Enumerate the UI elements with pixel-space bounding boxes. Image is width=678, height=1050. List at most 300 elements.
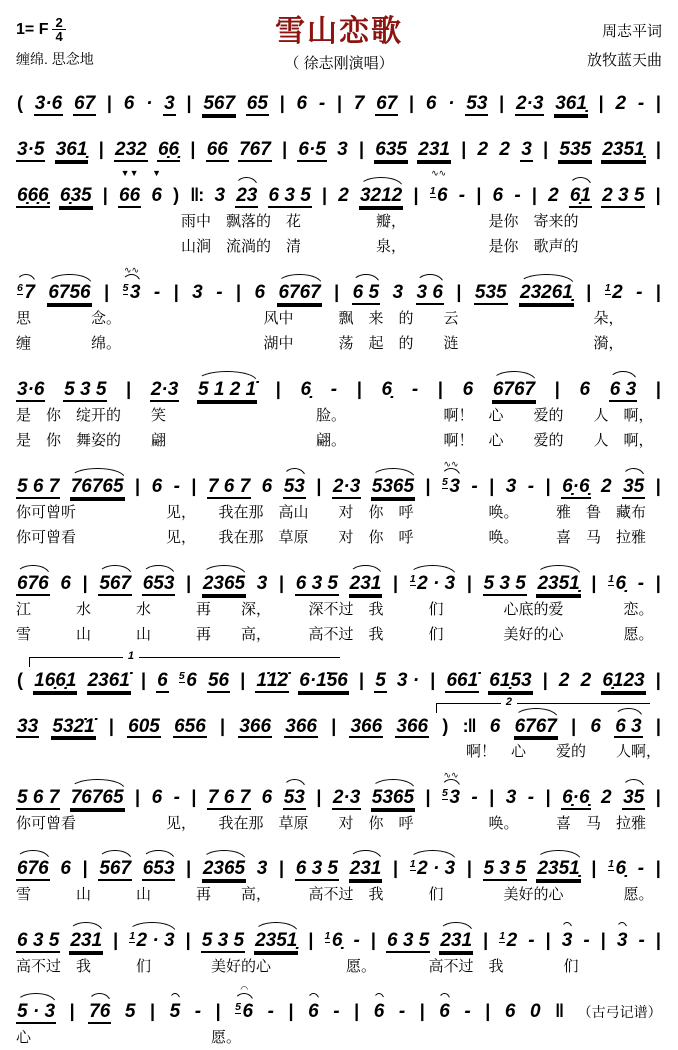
note: -	[194, 1001, 202, 1023]
note: 0	[530, 1001, 541, 1023]
barline: |	[655, 858, 661, 879]
barline: |	[279, 93, 285, 113]
barline: |	[185, 929, 191, 950]
system	[16, 559, 662, 647]
note: 5 1 2 1̇	[198, 378, 257, 400]
credits-block	[512, 6, 662, 75]
note: 661̇	[446, 669, 479, 691]
note: 3·5	[17, 138, 45, 160]
notes-line	[16, 79, 662, 116]
note: -	[464, 1001, 471, 1023]
note: 2	[548, 184, 559, 206]
note: ·	[448, 93, 455, 114]
barline: |	[135, 786, 141, 807]
note: 35	[623, 786, 645, 808]
barline: |	[240, 669, 246, 690]
barline: |	[149, 1001, 156, 1022]
notes-line	[16, 264, 662, 305]
note: -	[636, 281, 643, 303]
note: 5365	[371, 786, 415, 808]
note: 5365	[371, 475, 415, 497]
note: -	[514, 184, 521, 206]
barline: |	[186, 572, 192, 593]
note: 3	[521, 138, 532, 160]
barline: |	[370, 929, 376, 950]
lyrics-line: 心 愿。	[16, 1029, 242, 1047]
note: 6	[492, 184, 504, 206]
note: 6767	[514, 715, 557, 737]
note: 6	[151, 475, 163, 497]
barline: |	[82, 858, 88, 879]
barline: |	[655, 669, 661, 690]
note: -	[458, 184, 466, 206]
grace-note: 1	[499, 929, 506, 942]
note: 67	[376, 93, 398, 114]
note: 2	[338, 184, 349, 206]
notes-line	[16, 984, 662, 1024]
note: $^5$3 ∿∿	[442, 458, 460, 497]
tempo-mood-marking: 缠绵. 思念地	[16, 51, 94, 67]
note: 5	[375, 669, 386, 691]
note: 567	[99, 572, 132, 594]
grace-note: 5	[122, 281, 129, 294]
note: 2·3	[515, 93, 544, 114]
note: -	[471, 786, 478, 808]
barline: |	[336, 93, 342, 113]
meter-numerator: 2	[55, 15, 63, 30]
note: $^1$6̣	[608, 572, 627, 594]
barline: |	[409, 93, 415, 113]
note: 3	[164, 93, 175, 114]
note: ·	[146, 93, 153, 114]
ornament-mark: ∿∿	[443, 458, 459, 469]
performer-subtitle: （ 徐志刚演唱）	[284, 55, 394, 72]
note: 567	[99, 858, 132, 880]
note: 231	[70, 929, 103, 951]
note: 56	[207, 669, 230, 691]
barline: |	[499, 93, 505, 113]
note: 6767	[492, 378, 536, 400]
note: 2365	[202, 858, 246, 880]
note: 535	[474, 281, 507, 303]
note: 3 6	[416, 281, 443, 303]
note: 6	[157, 669, 168, 691]
note: 3212	[359, 184, 403, 206]
note: 3	[561, 929, 573, 951]
note: 6̣6̣	[157, 138, 180, 160]
note: 6	[261, 475, 273, 497]
barline: |	[358, 138, 365, 159]
barline: :‖	[462, 715, 476, 736]
note: -	[353, 929, 360, 951]
barline: |	[279, 858, 285, 879]
barline: |	[321, 184, 328, 205]
lyrics-line: 是 你 绽开的 笑 脸。 啊！ 心 爱的 人 啊，	[16, 406, 654, 424]
note: 66	[206, 138, 228, 160]
note: 7 6 7	[207, 475, 251, 497]
barline: |	[591, 572, 597, 593]
barline: |	[334, 281, 340, 302]
note: 6767	[278, 281, 321, 303]
note: 3	[392, 281, 404, 303]
note: -	[330, 378, 338, 400]
lyrics-line: 是 你 舞姿的 翩 翩。 啊！ 心 爱的 人 啊，	[16, 432, 654, 450]
lyricist-credit: 周志平词	[601, 23, 662, 40]
barline: |	[466, 858, 472, 879]
note: -	[318, 93, 326, 114]
barline: |	[655, 184, 661, 205]
key-text: 1= F	[16, 20, 49, 38]
note: $^5$3 ∿∿	[122, 264, 141, 303]
barline: |	[191, 786, 197, 807]
barline: |	[69, 1001, 75, 1022]
barline: |	[113, 929, 119, 950]
note: 2361̇	[87, 669, 130, 691]
notes-line	[16, 458, 662, 499]
barline: |	[545, 786, 551, 807]
note: 2	[601, 786, 612, 808]
note: $^6$7	[17, 281, 35, 303]
grace-note: 5	[235, 1001, 242, 1014]
barline: |	[190, 138, 196, 159]
note: 6	[261, 786, 273, 808]
note: -	[528, 929, 535, 951]
system	[16, 695, 662, 764]
note: 6̣6̣6̣	[17, 184, 49, 206]
score-annotation: （古弓记谱）	[577, 1004, 662, 1021]
note: 656	[174, 715, 206, 737]
note: 53	[283, 786, 305, 808]
barline: )	[173, 184, 180, 205]
note: 605	[128, 715, 160, 737]
note: 2	[615, 93, 627, 114]
key-signature-block	[16, 6, 166, 69]
note: 535	[559, 138, 592, 160]
note: 635	[375, 138, 407, 160]
barline: |	[425, 475, 431, 496]
grace-note: 1	[608, 858, 614, 871]
barline: |	[215, 1001, 221, 1022]
barline: |	[598, 93, 604, 113]
note: 2·3	[150, 378, 179, 400]
note: 6756	[48, 281, 91, 303]
note: $^1$6 ∿∿	[429, 167, 448, 206]
note: 653	[142, 572, 175, 594]
note: 76	[89, 1001, 111, 1023]
note: 6	[373, 1001, 385, 1023]
lyrics-line: 啊！ 心 爱的 人啊，	[16, 743, 662, 761]
barline: |	[316, 786, 322, 807]
note: 3	[505, 475, 517, 497]
notes-line	[16, 916, 662, 953]
barline: |	[279, 572, 285, 593]
note: 3	[505, 786, 517, 808]
note: 5 3 5	[483, 858, 526, 880]
barline: |	[106, 93, 112, 113]
note: 2	[601, 475, 612, 497]
note: 231	[349, 858, 382, 880]
grace-note: 1	[608, 572, 614, 585]
notes-line	[16, 769, 662, 810]
barline: |	[466, 572, 472, 593]
barline: |	[288, 1001, 294, 1022]
barline: |	[220, 715, 226, 736]
note: 76765	[70, 475, 124, 497]
barline: |	[419, 1001, 425, 1022]
note: 61̣53	[489, 669, 532, 691]
grace-note: 1	[409, 572, 416, 585]
note: -	[637, 572, 645, 594]
note: 2365	[202, 572, 246, 594]
note: 3·6	[34, 93, 63, 114]
lyrics-line: 雨中 飘落的 花 瓣， 是你 寄来的	[16, 212, 579, 230]
barline: |	[425, 786, 431, 807]
note: 3	[616, 929, 628, 951]
barline: |	[308, 929, 314, 950]
note: 232	[115, 138, 147, 160]
note: -	[583, 929, 590, 951]
note: 6·1̇56	[299, 669, 348, 691]
barline: |	[354, 1001, 360, 1022]
note: -	[527, 475, 535, 497]
grace-note: 5	[442, 786, 448, 799]
barline: |	[655, 715, 661, 736]
note: 2351̣	[602, 138, 645, 160]
system	[16, 79, 662, 116]
note: 5	[124, 1001, 136, 1023]
barline: |	[543, 138, 549, 159]
notes-line	[16, 365, 662, 402]
lyrics-line: 高不过 我 们 美好的心 愿。 高不过 我 们	[16, 957, 579, 975]
note: 5 · 3	[17, 1001, 56, 1023]
meter-denominator: 4	[52, 29, 65, 43]
barline: |	[275, 378, 281, 399]
grace-note: 1	[324, 929, 331, 942]
lyrics-line: 江 水 水 再 深， 深不过 我 们 心底的爱 恋。	[16, 600, 654, 618]
note: 6	[462, 378, 474, 400]
barline: |	[655, 93, 661, 113]
barline: |	[586, 281, 592, 302]
note: 231	[418, 138, 450, 160]
grace-note: 6	[17, 281, 23, 294]
note: $^1$6̣	[324, 929, 343, 951]
lyrics-line: 思 念。 风中 飘 来 的 云 朵，	[16, 309, 624, 327]
note: 1̇1̇2̇	[256, 669, 289, 691]
note: 6̣	[381, 378, 393, 400]
note: 76765	[70, 786, 124, 808]
barline: )	[442, 715, 449, 736]
note: 6 3 5	[295, 572, 338, 594]
barline: |	[655, 572, 661, 593]
barline: |	[489, 475, 495, 496]
note: 6̣·6̣	[562, 786, 590, 808]
barline: |	[483, 929, 489, 950]
note: 653	[142, 858, 175, 880]
note: $^1$2 · 3	[409, 858, 456, 880]
note: 6	[296, 93, 308, 114]
system	[16, 769, 662, 835]
note: 6	[60, 858, 71, 880]
note: 5 6 7	[17, 786, 60, 808]
barline: |	[655, 786, 661, 807]
barline: |	[359, 669, 365, 690]
barline: |	[476, 184, 482, 205]
note: 53	[466, 93, 488, 114]
barline: |	[356, 378, 362, 399]
note: -	[637, 858, 645, 880]
note: 5 6 7	[17, 475, 60, 497]
note: -	[267, 1001, 274, 1023]
lyrics-line: 雪 山 山 再 高， 高不过 我 们 美好的心 愿。	[16, 626, 654, 644]
barline: |	[437, 378, 443, 399]
grace-note: 5	[178, 669, 185, 682]
note: -	[527, 786, 535, 808]
volta-bracket	[436, 695, 650, 713]
barline: |	[655, 378, 661, 399]
note: 366	[239, 715, 272, 737]
system	[16, 916, 662, 978]
barline: |	[126, 378, 132, 399]
note: 53	[283, 475, 305, 497]
note: 7 6 7	[207, 786, 251, 808]
volta-number: 2	[501, 696, 517, 708]
ornament-mark: ▼▼	[120, 167, 139, 178]
note: 361̣	[555, 93, 587, 114]
barline: |	[98, 138, 104, 159]
note: $^5$3 ∿∿	[442, 769, 460, 808]
note: 6 3	[609, 378, 637, 400]
note: 231	[440, 929, 473, 951]
note: 3	[214, 184, 226, 206]
notes-line	[16, 125, 662, 162]
note: 3	[256, 572, 268, 594]
barline: |	[489, 786, 495, 807]
note: 366	[396, 715, 429, 737]
note: $^1$2	[604, 281, 623, 303]
ornament-mark: ∿∿	[431, 167, 447, 178]
grace-note: 1	[129, 929, 136, 942]
note: 2·3	[332, 475, 361, 497]
note: 6	[489, 715, 501, 737]
note: 366	[285, 715, 317, 737]
note: 6 3	[615, 715, 642, 737]
note: 2351̣	[537, 858, 580, 880]
note: 676	[17, 858, 49, 880]
barline: (	[17, 669, 23, 690]
barline: |	[545, 929, 551, 950]
lyrics-line: 雪 山 山 再 高， 高不过 我 们 美好的心 愿。	[16, 886, 654, 904]
note: 6	[439, 1001, 450, 1023]
note: 3	[256, 858, 268, 880]
note: $^5$6 ◠	[235, 984, 254, 1023]
note: 6 3 5	[268, 184, 311, 206]
grace-note: 1	[409, 858, 416, 871]
barline: |	[331, 715, 337, 736]
barline: |	[655, 138, 661, 159]
song-title: 雪山恋歌	[275, 15, 403, 48]
note: -	[471, 475, 478, 497]
note: 6	[579, 378, 591, 400]
note: 231	[349, 572, 382, 594]
note: 366	[350, 715, 383, 737]
note: $^1$2 · 3	[409, 572, 456, 594]
key-signature	[16, 16, 166, 43]
note: 3	[337, 138, 348, 160]
note: $^1$2	[499, 929, 518, 951]
score	[16, 79, 662, 1050]
note: 23261̣	[520, 281, 573, 303]
ornament-mark: ▼	[152, 167, 162, 178]
note: -	[637, 93, 645, 114]
barline: |	[655, 281, 661, 302]
note: 6	[590, 715, 601, 737]
barline: |	[545, 475, 551, 496]
note: -	[411, 378, 419, 400]
lyrics-line: 你可曾听 见， 我在那 高山 对 你 呼 唤。 雅 鲁 藏布	[16, 503, 647, 521]
barline: |	[571, 715, 577, 736]
system	[16, 167, 662, 259]
note: 5 3 5	[64, 378, 107, 400]
note: 6̣	[300, 378, 312, 400]
notes-line	[16, 559, 662, 596]
barline: |	[413, 184, 419, 205]
note: -	[153, 281, 161, 303]
note: 2	[580, 669, 592, 691]
note: 676	[17, 572, 49, 594]
note: -	[173, 786, 180, 808]
note: 7	[353, 93, 365, 114]
note: 532̇1̇	[52, 715, 95, 737]
note: 6 3 5	[17, 929, 60, 951]
barline: |	[235, 281, 241, 302]
notes-line	[16, 844, 662, 881]
note: 6̣35	[59, 184, 92, 206]
note: 6	[308, 1001, 319, 1023]
note: 6̣1	[569, 184, 591, 206]
system	[16, 458, 662, 550]
note: 767	[239, 138, 271, 160]
ornament-mark: ∿∿	[443, 769, 459, 780]
note: 2	[477, 138, 489, 160]
ornament-mark: ◠	[240, 984, 249, 995]
barline: |	[186, 93, 192, 113]
barline: |	[554, 378, 560, 399]
note: 6̣·6̣	[562, 475, 590, 497]
note: 5 3 5	[201, 929, 245, 951]
barline: (	[17, 93, 23, 113]
barline: |	[655, 929, 661, 950]
barline: |	[140, 669, 147, 690]
note: $^1$2 · 3	[129, 929, 175, 951]
note: 6	[123, 93, 135, 114]
note: -	[333, 1001, 340, 1023]
note: 6 3 5	[387, 929, 430, 951]
note: -	[398, 1001, 406, 1023]
barline: |	[393, 572, 399, 593]
note: 2351̣	[537, 572, 580, 594]
note: 361̣	[55, 138, 88, 160]
note: 65	[246, 93, 268, 114]
note: 6	[425, 93, 437, 114]
barline: |	[173, 281, 179, 302]
ornament-mark: ∿∿	[123, 264, 140, 275]
note: 5 3 5	[483, 572, 526, 594]
barline: |	[186, 858, 192, 879]
time-signature	[52, 16, 65, 43]
note: 6	[504, 1001, 516, 1023]
barline: |	[461, 138, 467, 159]
notes-line	[16, 167, 662, 208]
